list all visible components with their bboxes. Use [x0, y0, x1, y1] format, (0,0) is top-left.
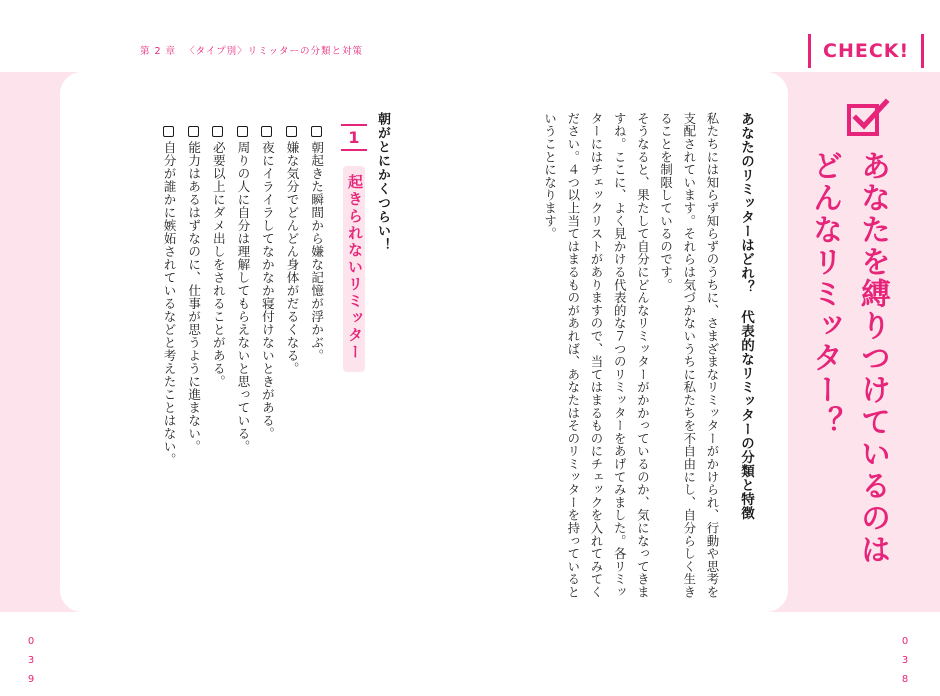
checklist-item[interactable]: 夜にイライラしてなかなか寝付けないときがある。 — [254, 124, 279, 504]
checkbox-check-icon — [846, 98, 890, 138]
checkbox-icon[interactable] — [188, 126, 199, 137]
title-line-1: あなたを縛りつけているのは — [855, 150, 890, 566]
page-digit: 3 — [901, 655, 909, 666]
chapter-title: 〈タイプ別〉リミッターの分類と対策 — [185, 46, 363, 57]
page-digit: 0 — [27, 636, 35, 647]
section-title: 起きられないリミッター — [346, 174, 364, 361]
title-line-2: どんなリミッター？ — [807, 150, 842, 438]
body-paragraph-1: 私たちには知らず知らずのうちに、さまざまなリミッターがかけられ、行動や思考を支配されています。それらは気づかないうちに私たちを不自由にし、自分らしく生きることを制限しているのです。 — [658, 112, 720, 599]
checkbox-icon[interactable] — [163, 126, 174, 137]
checklist-item[interactable]: 朝起きた瞬間から嫌な記憶が浮かぶ。 — [304, 124, 329, 504]
checklist-item[interactable]: 自分が誰かに嫉妬されているなどと考えたことはない。 — [156, 124, 181, 504]
check-badge: CHECK! — [808, 34, 924, 68]
checkbox-icon[interactable] — [311, 126, 322, 137]
checklist-item[interactable]: 能力はあるはずなのに、仕事が思うように進まない。 — [181, 124, 206, 504]
page-digit: 3 — [27, 655, 35, 666]
page-digit: 0 — [901, 636, 909, 647]
page-number-left — [24, 632, 38, 689]
body-text — [538, 112, 724, 600]
section-heading — [736, 112, 756, 592]
chapter-header — [140, 43, 368, 57]
page-digit: 8 — [901, 674, 909, 685]
page-digit: 9 — [27, 674, 35, 685]
body-paragraph-2: そうなると、果たして自分にどんなリミッターがかかっているのか、気になってきますね。ここに、よく見かける代表的な７つのリミッターをあげてみました。各リミッターにはチェックリストがありますので、当てはまるものにチェックを入れてみてください。４つ以上当てはまるものがあれば、あなたはそのリミッターを持っているということになります。 — [542, 112, 651, 599]
page-title — [800, 150, 896, 610]
checkbox-icon[interactable] — [261, 126, 272, 137]
checklist — [156, 124, 328, 504]
section-subtitle: 朝がとにかくつらい！ — [375, 112, 390, 252]
chapter-label: 第 2 章 — [140, 46, 177, 57]
checkbox-icon[interactable] — [212, 126, 223, 137]
checkbox-icon[interactable] — [237, 126, 248, 137]
heading-line-1: あなたのリミッターはどれ？ — [738, 112, 754, 294]
page-number-right — [898, 632, 912, 689]
heading-line-2: 代表的なリミッターの分類と特徴 — [738, 310, 754, 520]
checklist-item[interactable]: 周りの人に自分は理解してもらえないと思っている。 — [230, 124, 255, 504]
checklist-item[interactable]: 嫌な気分でどんどん身体がだるくなる。 — [279, 124, 304, 504]
checkbox-icon[interactable] — [286, 126, 297, 137]
section-number: 1 — [341, 124, 367, 151]
checklist-item[interactable]: 必要以上にダメ出しをされることがある。 — [205, 124, 230, 504]
